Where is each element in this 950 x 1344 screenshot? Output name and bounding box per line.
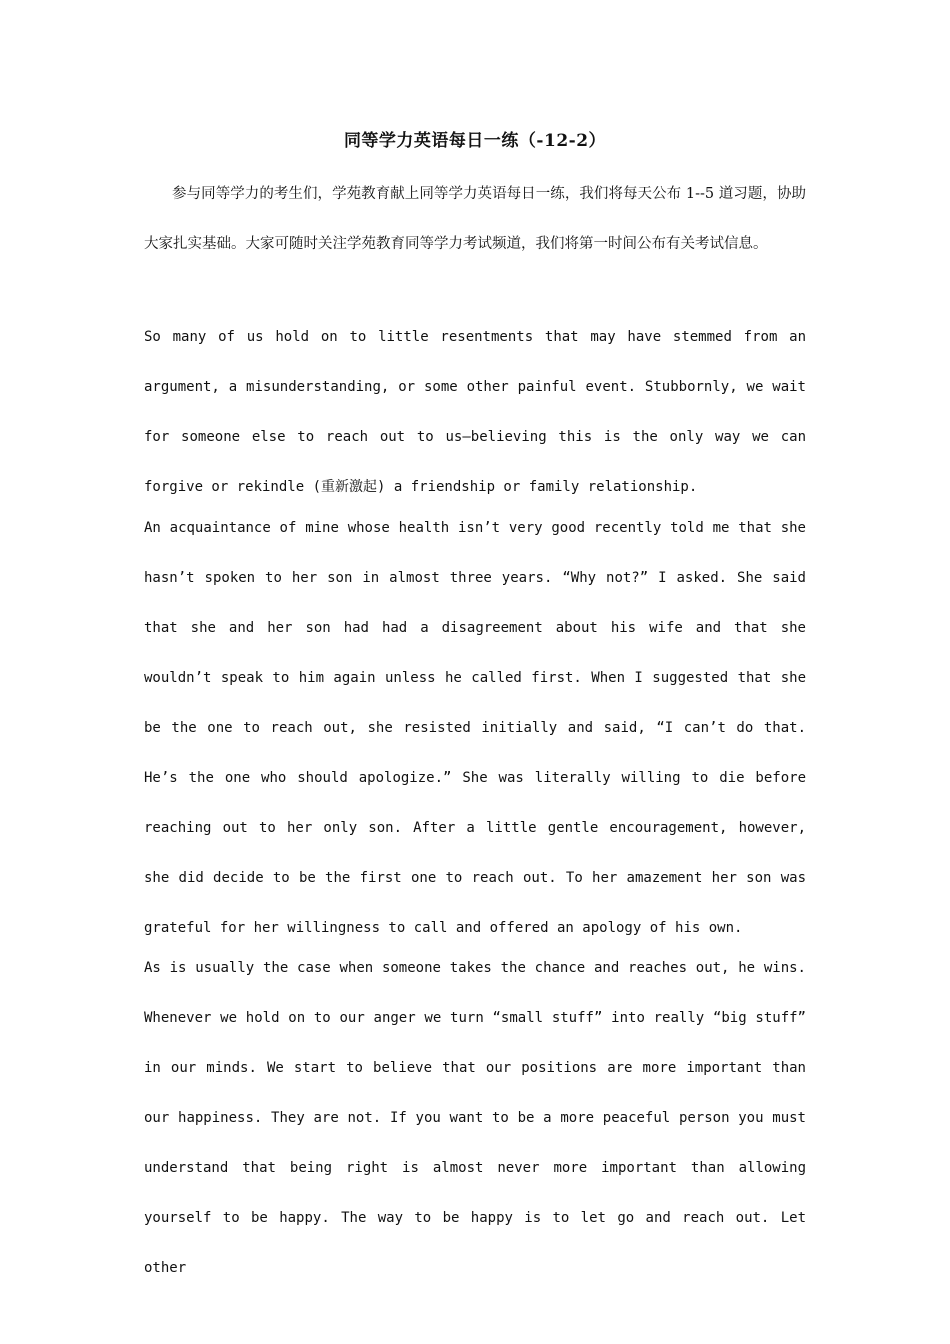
document-title: 同等学力英语每日一练（-12-2） [343, 131, 607, 151]
intro-paragraph [144, 170, 806, 269]
intro-text: 参与同等学力的考生们，学苑教育献上同等学力英语每日一练，我们将每天公布 1--5 道习题，协助大家扎实基础。大家可随时关注学苑教育同等学力考试频道，我们将第一时间公布有关考试信息。 [144, 186, 806, 252]
paragraph-2 [144, 503, 806, 953]
paragraph-text: As is usually the case when someone takes the chance and reaches out, he wins. Whenever we hold on to our anger we turn “small stuff” into really “big stuff” in our minds. We start to believe that our positions are more important than our happiness. They are not. If you want to be a more peaceful person you must understand that being right is almost never more important than allowing yourself to be happy. The way to be happy is to let go and reach out. Let other [144, 960, 806, 1276]
paragraph-text: So many of us hold on to little resentments that may have stemmed from an argument, a misunderstanding, or some other painful event. Stubbornly, we wait for someone else to reach out to us—believing this is the only way we can forgive or rekindle (重新激起) a friendship or family relationship. [144, 329, 806, 495]
paragraph-text: An acquaintance of mine whose health isn’t very good recently told me that she hasn’t spoken to her son in almost three years. “Why not?” I asked. She said that she and her son had had a disagreement about his wife and that she wouldn’t speak to him again unless he called first. When I suggested that she be the one to reach out, she resisted initially and said, “I can’t do that. He’s the one who should apologize.” She was literally willing to die before reaching out to her only son. After a little gentle encouragement, however, she did decide to be the first one to reach out. To her amazement her son was grateful for her willingness to call and offered an apology of his own. [144, 520, 806, 936]
paragraph-1 [144, 312, 806, 512]
paragraph-3 [144, 943, 806, 1293]
